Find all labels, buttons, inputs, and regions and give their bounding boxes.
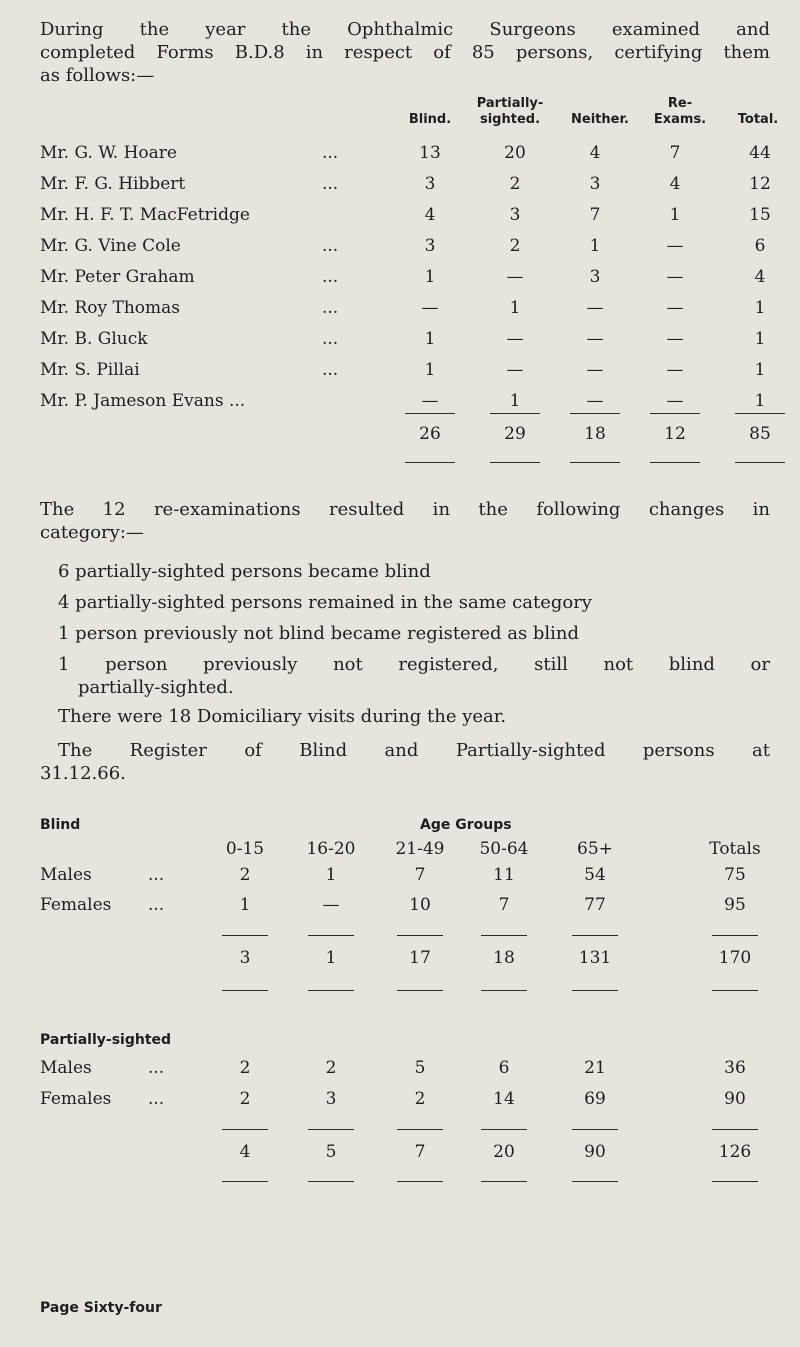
rule-bottom-total [735,462,785,463]
total-blind: 26 [419,424,441,444]
rule-top-neither [570,413,620,414]
age-cell: 3 [325,1089,337,1109]
row-label: Males [40,1058,92,1078]
leader-dots: ... [322,174,339,194]
cell-partial: 1 [509,298,521,318]
age-cell: 2 [414,1089,426,1109]
cell-reexams: — [666,267,684,287]
leader-dots: ... [322,298,339,318]
age-cell: 95 [724,895,746,915]
blind-total-rule-bottom [572,990,618,991]
leader-dots: ... [322,236,339,256]
rule-bottom-blind [405,462,455,463]
cell-partial: 20 [504,143,526,163]
age-cell: 6 [498,1058,510,1078]
partial-total-rule-bottom [308,1181,354,1182]
cell-reexams: — [666,236,684,256]
age-col-header: 50-64 [479,839,529,859]
cell-blind: — [421,391,439,411]
blind-total-rule-bottom [481,990,527,991]
partial-total-rule-bottom [572,1181,618,1182]
rule-top-blind [405,413,455,414]
cell-reexams: — [666,329,684,349]
cell-blind: 1 [424,267,436,287]
leader-dots: ... [148,865,165,885]
header-blind: Blind. [408,112,452,127]
partial-total-rule-top [481,1129,527,1130]
blind-total-rule-top [222,935,268,936]
cell-total: 44 [749,143,771,163]
surgeon-row [0,360,800,390]
blind-totals-row [0,948,800,978]
cell-reexams: — [666,391,684,411]
page-footer: Page Sixty-four [40,1300,162,1316]
domiciliary-text: There were 18 Domiciliary visits during the year. [58,706,507,727]
age-groups-heading: Age Groups [420,817,512,833]
rule-bottom-neither [570,462,620,463]
age-cell: 14 [493,1089,515,1109]
partial-total-rule-bottom [481,1181,527,1182]
intro-paragraph [40,18,770,87]
blind-total-rule-bottom [712,990,758,991]
age-cell: 21 [584,1058,606,1078]
age-cell: 17 [409,948,431,968]
cell-partial: — [506,267,524,287]
header-partially-top: Partially- [476,96,544,111]
surgeon-name: Mr. G. Vine Cole [40,236,181,256]
blind-total-rule-bottom [222,990,268,991]
partial-total-rule-bottom [397,1181,443,1182]
reexam-item: 1 person previously not registered, still not blind or [58,654,770,675]
partial-total-rule-bottom [222,1181,268,1182]
age-col-header: 0-15 [225,839,265,859]
cell-blind: — [421,298,439,318]
header-neither: Neither. [571,112,629,127]
cell-total: 1 [754,391,766,411]
age-col-header: 65+ [577,839,613,859]
cell-total: 15 [749,205,771,225]
cell-partial: 2 [509,174,521,194]
surgeon-name: Mr. P. Jameson Evans ... [40,391,246,411]
age-cell: 36 [724,1058,746,1078]
age-col-header: 16-20 [306,839,356,859]
surgeon-row [0,143,800,173]
rule-bottom-partial [490,462,540,463]
age-cell: 170 [718,948,752,968]
total-total: 85 [749,424,771,444]
cell-blind: 1 [424,360,436,380]
age-cell: — [322,895,340,915]
age-cell: 4 [239,1142,251,1162]
partial-total-rule-top [572,1129,618,1130]
rule-top-total [735,413,785,414]
surgeon-row [0,298,800,328]
reexam-item: partially-sighted. [78,677,234,698]
age-cell: 77 [584,895,606,915]
header-reexams-bottom: Exams. [653,112,707,127]
surgeon-row [0,267,800,297]
cell-total: 1 [754,298,766,318]
blind-total-rule-top [397,935,443,936]
age-cell: 2 [239,865,251,885]
partial-totals-row [0,1142,800,1172]
cell-partial: 3 [509,205,521,225]
surgeon-name: Mr. H. F. T. MacFetridge [40,205,250,225]
header-partially-bottom: sighted. [479,112,541,127]
partial-total-rule-top [712,1129,758,1130]
cell-reexams: — [666,360,684,380]
surgeon-name: Mr. F. G. Hibbert [40,174,186,194]
rule-top-reexams [650,413,700,414]
reexam-line-1: The 12 re-examinations resulted in the following changes in [40,499,770,520]
cell-total: 12 [749,174,771,194]
row-label: Females [40,895,112,915]
total-neither: 18 [584,424,606,444]
age-cell: 1 [325,948,337,968]
surgeon-name: Mr. B. Gluck [40,329,148,349]
total-reexams: 12 [664,424,686,444]
age-cell: 69 [584,1089,606,1109]
age-cell: 126 [718,1142,752,1162]
cell-partial: — [506,360,524,380]
age-cell: 1 [325,865,337,885]
reexam-items [58,560,770,707]
cell-neither: 3 [589,174,601,194]
cell-total: 4 [754,267,766,287]
partial-total-rule-top [222,1129,268,1130]
partial-total-rule-top [397,1129,443,1130]
partial-females-row [0,1089,800,1119]
header-total: Total. [737,112,779,127]
total-partial: 29 [504,424,526,444]
age-cell: 3 [239,948,251,968]
surgeons-table-header [0,92,800,134]
partial-total-rule-top [308,1129,354,1130]
age-cell: 2 [239,1058,251,1078]
cell-reexams: 4 [669,174,681,194]
intro-line-3: as follows:— [40,65,155,86]
age-cell: 18 [493,948,515,968]
cell-blind: 3 [424,174,436,194]
cell-neither: 1 [589,236,601,256]
row-label: Males [40,865,92,885]
age-cell: 5 [414,1058,426,1078]
reexam-paragraph [40,498,770,544]
cell-reexams: 7 [669,143,681,163]
age-col-header: 21-49 [395,839,445,859]
age-cell: 11 [493,865,515,885]
surgeon-row [0,174,800,204]
blind-females-row [0,895,800,925]
leader-dots: ... [322,329,339,349]
cell-neither: 4 [589,143,601,163]
cell-partial: — [506,329,524,349]
blind-total-rule-top [712,935,758,936]
partial-males-row [0,1058,800,1088]
age-cell: 131 [578,948,612,968]
leader-dots: ... [322,143,339,163]
cell-blind: 1 [424,329,436,349]
blind-males-row [0,865,800,895]
blind-total-rule-top [481,935,527,936]
cell-total: 1 [754,360,766,380]
surgeon-name: Mr. S. Pillai [40,360,140,380]
leader-dots: ... [148,1089,165,1109]
cell-reexams: 1 [669,205,681,225]
surgeons-totals-row [0,424,800,454]
age-cell: 75 [724,865,746,885]
blind-total-rule-bottom [308,990,354,991]
age-cell: 7 [414,1142,426,1162]
cell-neither: — [586,391,604,411]
surgeon-row [0,329,800,359]
cell-total: 1 [754,329,766,349]
cell-neither: — [586,298,604,318]
partially-sighted-heading: Partially-sighted [40,1032,172,1048]
partial-total-rule-bottom [712,1181,758,1182]
surgeon-row [0,236,800,266]
cell-total: 6 [754,236,766,256]
surgeon-row [0,391,800,421]
leader-dots: ... [148,895,165,915]
blind-total-rule-top [308,935,354,936]
surgeon-row [0,205,800,235]
blind-heading: Blind [40,817,81,833]
leader-dots: ... [322,267,339,287]
leader-dots: ... [322,360,339,380]
age-cell: 90 [584,1142,606,1162]
cell-neither: 3 [589,267,601,287]
age-cell: 1 [239,895,251,915]
age-cell: 2 [239,1089,251,1109]
cell-partial: 1 [509,391,521,411]
register-line-2: 31.12.66. [40,763,126,784]
cell-reexams: — [666,298,684,318]
intro-line-1: During the year the Ophthalmic Surgeons examined and [40,19,770,40]
age-cell: 54 [584,865,606,885]
surgeon-name: Mr. Roy Thomas [40,298,181,318]
age-col-header: Totals [709,839,761,859]
reexam-item: 1 person previously not blind became registered as blind [58,623,580,644]
cell-partial: 2 [509,236,521,256]
register-line-1: The Register of Blind and Partially-sighted persons at [58,740,770,761]
age-cell: 20 [493,1142,515,1162]
cell-blind: 13 [419,143,441,163]
rule-bottom-reexams [650,462,700,463]
blind-total-rule-top [572,935,618,936]
age-cell: 90 [724,1089,746,1109]
rule-top-partial [490,413,540,414]
cell-neither: — [586,360,604,380]
reexam-item: 4 partially-sighted persons remained in the same category [58,592,592,613]
cell-neither: 7 [589,205,601,225]
intro-line-2: completed Forms B.D.8 in respect of 85 persons, certifying them [40,42,770,63]
header-reexams-top: Re- [667,96,693,111]
register-paragraph [40,739,770,785]
row-label: Females [40,1089,112,1109]
cell-neither: — [586,329,604,349]
leader-dots: ... [148,1058,165,1078]
reexam-line-2: category:— [40,522,144,543]
age-cell: 2 [325,1058,337,1078]
cell-blind: 4 [424,205,436,225]
age-cell: 7 [414,865,426,885]
age-cell: 7 [498,895,510,915]
blind-total-rule-bottom [397,990,443,991]
surgeon-name: Mr. Peter Graham [40,267,195,287]
cell-blind: 3 [424,236,436,256]
reexam-item: 6 partially-sighted persons became blind [58,561,431,582]
age-cell: 5 [325,1142,337,1162]
age-cell: 10 [409,895,431,915]
surgeon-name: Mr. G. W. Hoare [40,143,177,163]
